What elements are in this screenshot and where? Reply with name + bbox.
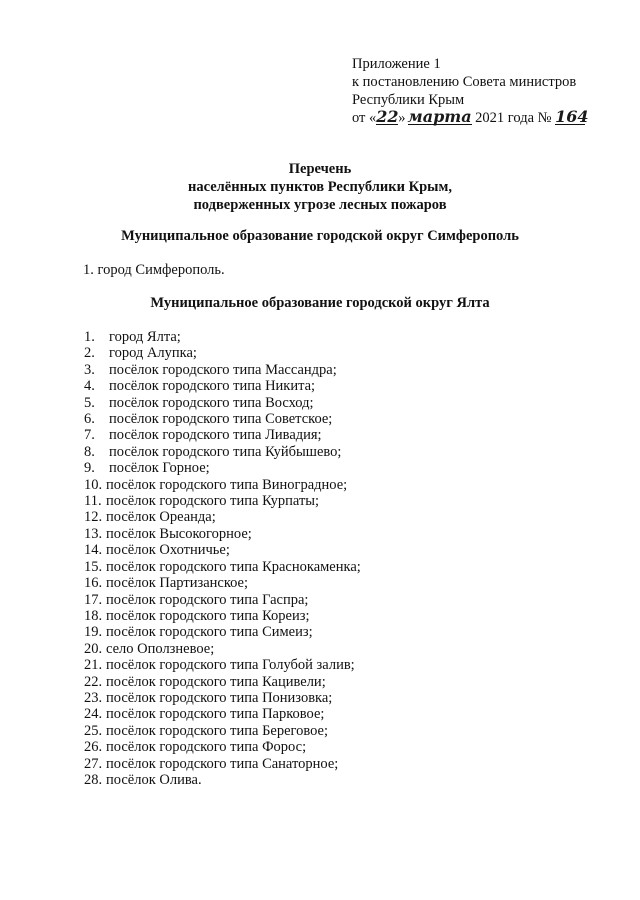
list-item bbox=[84, 592, 361, 608]
list-item-number: 3. bbox=[84, 361, 95, 378]
list-item bbox=[84, 509, 361, 525]
section-heading-yalta: Муниципальное образование городской округ Ялта bbox=[150, 295, 490, 311]
list-item bbox=[84, 739, 361, 755]
list-item-text: посёлок городского типа Ливадия; bbox=[109, 427, 322, 444]
title-line-3: подверженных угрозе лесных пожаров bbox=[193, 197, 447, 213]
date-mid: » bbox=[398, 110, 406, 126]
list-item bbox=[84, 444, 361, 460]
list-item-text: посёлок городского типа Виноградное; bbox=[106, 476, 348, 493]
list-item-text: посёлок Высокогорное; bbox=[106, 525, 252, 542]
list-item-text: посёлок городского типа Гаспра; bbox=[106, 591, 309, 608]
list-item-text: посёлок городского типа Симеиз; bbox=[106, 624, 313, 641]
list-item-number: 12. bbox=[84, 509, 103, 526]
list-item-text: посёлок Горное; bbox=[109, 460, 210, 477]
list-item-number: 27. bbox=[84, 755, 103, 772]
list-item bbox=[84, 657, 361, 673]
handwritten-month: марта bbox=[407, 107, 472, 126]
list-item-text: посёлок Ореанда; bbox=[106, 509, 216, 526]
list-item-number: 17. bbox=[84, 591, 103, 608]
list-item-number: 8. bbox=[84, 443, 95, 460]
list-item bbox=[84, 378, 361, 394]
list-item-text: посёлок городского типа Форос; bbox=[106, 739, 307, 756]
appendix-header bbox=[352, 55, 589, 127]
list-item-number: 5. bbox=[84, 394, 95, 411]
list-item-number: 28. bbox=[84, 771, 103, 788]
date-prefix: от « bbox=[352, 110, 377, 126]
title-line-2: населённых пунктов Республики Крым, bbox=[188, 179, 452, 195]
list-item-number: 23. bbox=[84, 689, 103, 706]
list-item-number: 24. bbox=[84, 706, 103, 723]
list-item bbox=[84, 723, 361, 739]
list-item bbox=[84, 411, 361, 427]
list-item-number: 10. bbox=[84, 476, 103, 493]
list-item-text: посёлок городского типа Массандра; bbox=[109, 361, 337, 378]
list-item-number: 6. bbox=[84, 411, 95, 428]
list-item bbox=[84, 641, 361, 657]
list-item bbox=[84, 674, 361, 690]
list-item-text: посёлок городского типа Голубой залив; bbox=[106, 657, 355, 674]
list-item-text: посёлок городского типа Никита; bbox=[109, 378, 316, 395]
handwritten-day: 22 bbox=[376, 107, 399, 126]
list-item-number: 26. bbox=[84, 739, 103, 756]
list-item-number: 9. bbox=[84, 460, 95, 477]
list-item-text: посёлок городского типа Кацивели; bbox=[106, 673, 326, 690]
list-item-number: 21. bbox=[84, 657, 103, 674]
list-item-text: посёлок городского типа Советское; bbox=[109, 411, 333, 428]
list-item-number: 13. bbox=[84, 525, 103, 542]
yalta-settlement-list bbox=[84, 329, 361, 788]
document-title bbox=[0, 160, 640, 214]
list-item-text: посёлок городского типа Кореиз; bbox=[106, 607, 310, 624]
list-item-number: 22. bbox=[84, 673, 103, 690]
list-item-number: 25. bbox=[84, 722, 103, 739]
list-item-number: 11. bbox=[84, 493, 102, 510]
list-item bbox=[84, 624, 361, 640]
list-item-text: посёлок Партизанское; bbox=[106, 575, 249, 592]
list-item-number: 20. bbox=[84, 640, 103, 657]
list-item-text: посёлок городского типа Санаторное; bbox=[106, 755, 339, 772]
list-item bbox=[84, 362, 361, 378]
list-item-number: 16. bbox=[84, 575, 103, 592]
list-item-text: посёлок городского типа Береговое; bbox=[106, 722, 328, 739]
list-item-number: 15. bbox=[84, 558, 103, 575]
date-suffix: 2021 года № bbox=[475, 110, 552, 126]
list-item-text: посёлок городского типа Краснокаменка; bbox=[106, 558, 361, 575]
list-item-number: 2. bbox=[84, 345, 95, 362]
list-item bbox=[84, 772, 361, 788]
list-item bbox=[84, 477, 361, 493]
list-item-text: село Оползневое; bbox=[106, 640, 215, 657]
list-item bbox=[84, 427, 361, 443]
list-item-text: город Ялта; bbox=[109, 329, 181, 345]
appendix-line-1: Приложение 1 bbox=[352, 56, 441, 72]
list-item-number: 4. bbox=[84, 378, 95, 395]
list-item-text: посёлок городского типа Курпаты; bbox=[106, 493, 320, 510]
list-item bbox=[84, 395, 361, 411]
list-item bbox=[84, 756, 361, 772]
list-item-text: посёлок Олива. bbox=[106, 771, 202, 788]
list-item-text: посёлок городского типа Понизовка; bbox=[106, 689, 333, 706]
list-item bbox=[84, 706, 361, 722]
list-item-text: город Алупка; bbox=[109, 345, 197, 362]
handwritten-number: 164 bbox=[555, 107, 589, 126]
list-item: 1. город Симферополь. bbox=[83, 262, 225, 278]
section-heading-simferopol: Муниципальное образование городской округ Симферополь bbox=[121, 228, 519, 244]
list-item-number: 18. bbox=[84, 607, 103, 624]
appendix-line-3: Республики Крым bbox=[352, 92, 465, 108]
list-item bbox=[84, 690, 361, 706]
list-item-number: 1. bbox=[84, 329, 95, 345]
list-item-number: 19. bbox=[84, 624, 103, 641]
list-item bbox=[84, 329, 361, 345]
appendix-line-2: к постановлению Совета министров bbox=[352, 74, 577, 90]
appendix-date-line bbox=[352, 107, 589, 127]
title-line-1: Перечень bbox=[288, 161, 352, 177]
list-item bbox=[84, 542, 361, 558]
list-item-number: 7. bbox=[84, 427, 95, 444]
list-item bbox=[84, 559, 361, 575]
list-item bbox=[84, 493, 361, 509]
list-item bbox=[84, 526, 361, 542]
list-item-number: 14. bbox=[84, 542, 103, 559]
list-item bbox=[84, 460, 361, 476]
list-item-text: посёлок Охотничье; bbox=[106, 542, 230, 559]
list-item-text: посёлок городского типа Восход; bbox=[109, 394, 314, 411]
list-item-text: посёлок городского типа Куйбышево; bbox=[109, 443, 342, 460]
list-item bbox=[84, 575, 361, 591]
list-item bbox=[84, 608, 361, 624]
list-item bbox=[84, 345, 361, 361]
list-item-text: посёлок городского типа Парковое; bbox=[106, 706, 325, 723]
